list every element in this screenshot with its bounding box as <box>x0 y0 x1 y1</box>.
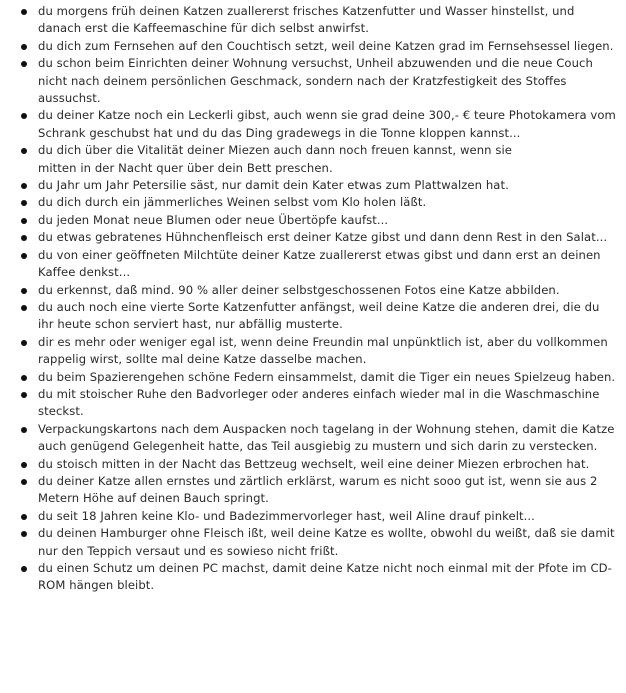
list-item: Verpackungskartons nach dem Auspacken noch tagelang in der Wohnung stehen, damit die Katze auch genügend Gelegenheit hatte, das Teil ausgiebig zu mustern und sich darin zu verstecken. <box>38 421 618 456</box>
list-item: du dich zum Fernsehen auf den Couchtisch setzt, weil deine Katzen grad im Fernsehsessel liegen. <box>38 38 618 55</box>
list-item: du deinen Hamburger ohne Fleisch ißt, weil deine Katze es wollte, obwohl du weißt, daß sie damit nur den Teppich versaut und es sowieso nicht frißt. <box>38 525 618 560</box>
list-item: du seit 18 Jahren keine Klo- und Badezimmervorleger hast, weil Aline drauf pinkelt... <box>38 508 618 525</box>
list-item: du morgens früh deinen Katzen zuallererst frisches Katzenfutter und Wasser hinstellst, und danach erst die Kaffeemaschine für dich selbst anwirfst. <box>38 3 618 38</box>
list-item: du auch noch eine vierte Sorte Katzenfutter anfängst, weil deine Katze die anderen drei, die du ihr heute schon serviert hast, nur abfällig musterte. <box>38 299 618 334</box>
list-item: du dich über die Vitalität deiner Miezen auch dann noch freuen kannst, wenn sie mitten in der Nacht quer über dein Bett preschen. <box>38 142 618 177</box>
list-item: du einen Schutz um deinen PC machst, damit deine Katze nicht noch einmal mit der Pfote im CD-ROM hängen bleibt. <box>38 560 618 595</box>
list-item: du Jahr um Jahr Petersilie säst, nur damit dein Kater etwas zum Plattwalzen hat. <box>38 177 618 194</box>
list-item: du mit stoischer Ruhe den Badvorleger oder anderes einfach wieder mal in die Waschmaschine steckst. <box>38 386 618 421</box>
document-page <box>0 3 626 595</box>
list-item: du stoisch mitten in der Nacht das Bettzeug wechselt, weil eine deiner Miezen erbrochen hat. <box>38 456 618 473</box>
list-item: du deiner Katze allen ernstes und zärtlich erklärst, warum es nicht sooo gut ist, wenn sie aus 2 Metern Höhe auf deinen Bauch springt. <box>38 473 618 508</box>
list-item: du deiner Katze noch ein Leckerli gibst, auch wenn sie grad deine 300,- € teure Photokamera vom Schrank geschubst hat und du das Ding gradewegs in die Tonne kloppen kannst... <box>38 107 618 142</box>
list-item: du schon beim Einrichten deiner Wohnung versuchst, Unheil abzuwenden und die neue Couch nicht nach deinem persönlichen Geschmack, sondern nach der Kratzfestigkeit des Stoffes aussuchst. <box>38 55 618 107</box>
list-item: du dich durch ein jämmerliches Weinen selbst vom Klo holen läßt. <box>38 194 618 211</box>
list-item: du beim Spazierengehen schöne Federn einsammelst, damit die Tiger ein neues Spielzeug haben. <box>38 369 618 386</box>
list-item: du jeden Monat neue Blumen oder neue Übertöpfe kaufst... <box>38 212 618 229</box>
list-item: du erkennst, daß mind. 90 % aller deiner selbstgeschossenen Fotos eine Katze abbilden. <box>38 282 618 299</box>
list-item: dir es mehr oder weniger egal ist, wenn deine Freundin mal unpünktlich ist, aber du vollkommen rappelig wirst, sollte mal deine Katze dasselbe machen. <box>38 334 618 369</box>
list-item: du etwas gebratenes Hühnchenfleisch erst deiner Katze gibst und dann denn Rest in den Salat... <box>38 229 618 246</box>
bullet-list <box>0 3 626 595</box>
list-item: du von einer geöffneten Milchtüte deiner Katze zuallererst etwas gibst und dann erst an deinen Kaffee denkst... <box>38 247 618 282</box>
